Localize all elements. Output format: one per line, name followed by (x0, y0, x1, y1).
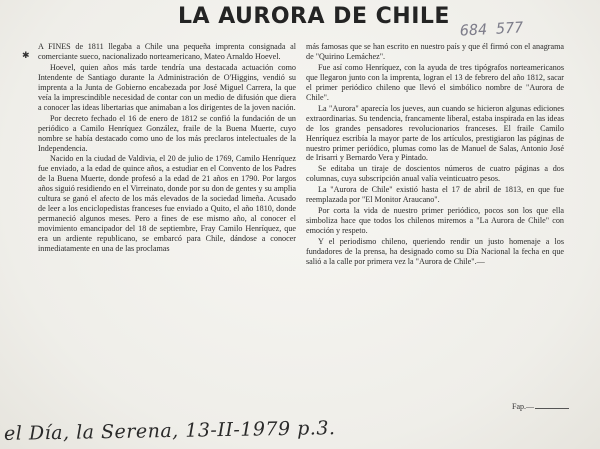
paragraph: La "Aurora" aparecía los jueves, aun cuando se hicieron algunas ediciones extraordinarias. Su tendencia, francamente liberal, estaba inspirada en las ideas de los grandes pensadores revolucionarios franceses. El fraile Camilo Henríquez escribía la mayor parte de los artículos, prestigiaron las páginas de nuestro primer periódico, plumas como las de Manuel de Salas, Antonio José de Irisarri y Bernardo Vera y Pintado. (306, 103, 564, 163)
author-signature: Fap.— (512, 402, 534, 411)
article-title: LA AURORA DE CHILE (178, 4, 450, 29)
asterisk-mark-icon: ✱ (22, 51, 30, 61)
paragraph: Por corta la vida de nuestro primer periódico, pocos son los que ella simboliza hace que todos los chilenos miremos a "La Aurora de Chile" con emoción y respeto. (306, 206, 564, 236)
paragraph: Y el periodismo chileno, queriendo rendir un justo homenaje a los fundadores de la prensa, ha designado como su Día Nacional la fecha en que salió a la calle por primera vez la "Aurora de Chile".— (306, 237, 564, 267)
paragraph: A FINES de 1811 llegaba a Chile una pequeña imprenta consignada al comerciante sueco, nacionalizado norteamericano, Mateo Arnaldo Hoevel. (38, 42, 296, 61)
article-column-left (38, 42, 296, 255)
paragraph: Por decreto fechado el 16 de enero de 1812 se confió la fundación de un periódico a Camilo Henríquez González, fraile de la Buena Muerte, cuyo nombre se había destacado como uno de los más preclaros intelectuales de la Independencia. (38, 113, 296, 153)
article-column-right (306, 42, 564, 268)
paragraph: Hoevel, quien años más tarde tendría una destacada actuación como Intendente de Santiago durante la Administración de O'Higgins, vendió su imprenta a la Junta de Gobierno encabezada por José Miguel Carrera, la que veía la imprescindible necesidad de contar con un medio de difusión que diera a conocer las ideas libertarias que animaban a los dirigentes de la joven nación. (38, 62, 296, 112)
paragraph: más famosas que se han escrito en nuestro país y que él firmó con el anagrama de "Quirino Lemáchez". (306, 42, 564, 61)
handwritten-source-citation: el Día, la Serena, 13-II-1979 p.3. (3, 417, 336, 445)
paragraph: Nacido en la ciudad de Valdivia, el 20 de julio de 1769, Camilo Henríquez fue enviado, a la edad de quince años, a estudiar en el Convento de los Padres de la Buena Muerte, donde profesó a la edad de 21 años en 1790. Por largos años siguió residiendo en el Virreinato, donde por su don de gentes y su amplia cultura se ganó el afecto de los más elevados de la sociedad limeña. Acusado de leer a los enciclopedistas franceses fue enviado a Quito, el año 1810, donde permaneció algunos meses. Pero a fines de ese mismo año, al conocer el movimiento emancipador del 18 de septiembre, Fray Camilo Henríquez, que era un ardiente republicano, se embarcó para Chile, dándose a conocer inmediatamente en una de las proclamas (38, 154, 296, 254)
paragraph: Fue así como Henríquez, con la ayuda de tres tipógrafos norteamericanos que llegaron junto con la imprenta, logran el 13 de febrero del año 1812, sacar el primer periódico chileno que llevó el simbólico nombre de "Aurora de Chile". (306, 62, 564, 102)
signature-rule (535, 408, 569, 409)
paragraph: La "Aurora de Chile" existió hasta el 17 de abril de 1813, en que fue reemplazada por "El Monitor Araucano". (306, 185, 564, 205)
paragraph: Se editaba un tiraje de doscientos números de cuatro páginas a dos columnas, cuya subscripción anual valía veinticuatro pesos. (306, 164, 564, 184)
handwritten-archive-number: 684 577 (459, 18, 524, 40)
